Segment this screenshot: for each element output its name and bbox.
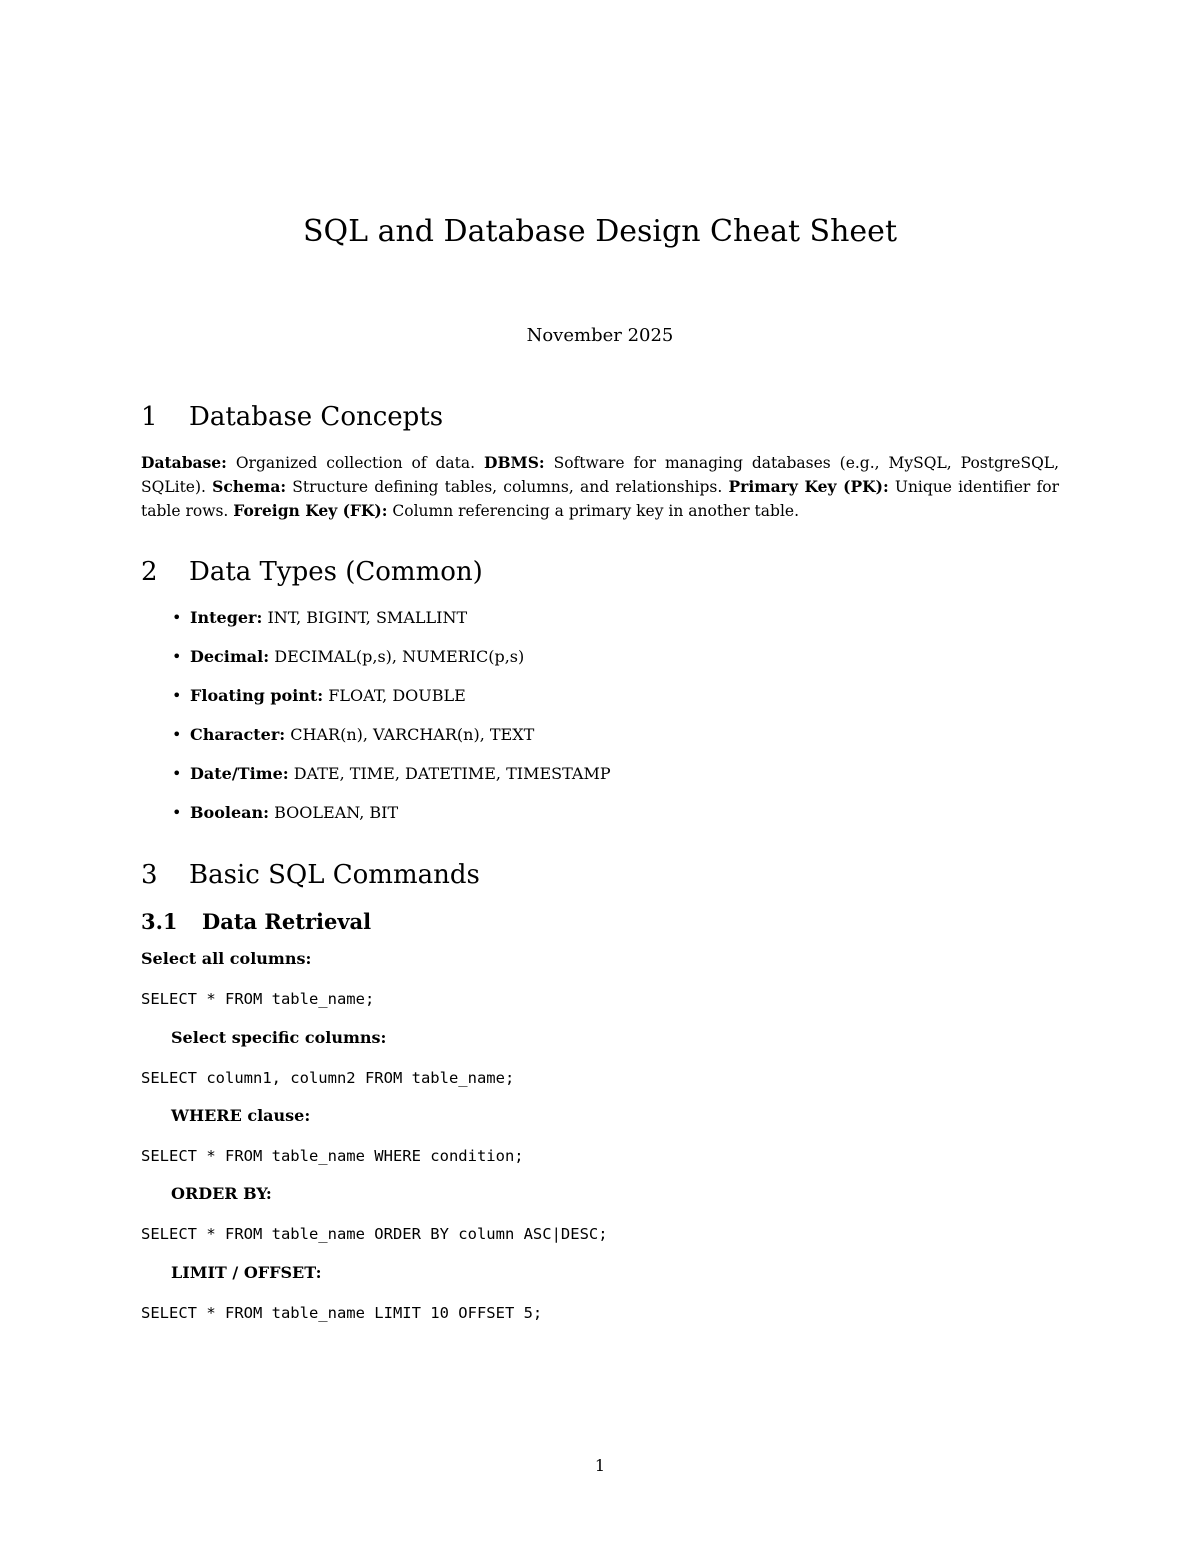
section-heading-basic-sql-commands: [141, 858, 480, 892]
section-heading-database-concepts: [141, 400, 443, 434]
list-item-value: CHAR(n), VARCHAR(n), TEXT: [290, 725, 535, 744]
list-item: [141, 720, 611, 759]
section-title: Database Concepts: [189, 402, 444, 432]
document-date: November 2025: [526, 325, 674, 346]
section-number: 2: [141, 557, 158, 587]
subsection-title: Data Retrieval: [202, 909, 372, 934]
list-item-label: Floating point:: [190, 686, 324, 705]
code-select-specific: SELECT column1, column2 FROM table_name;: [141, 1069, 515, 1087]
example-label-select-specific: Select specific columns:: [171, 1028, 387, 1047]
list-item-value: BOOLEAN, BIT: [274, 803, 399, 822]
definition-schema: Structure defining tables, columns, and relationships.: [292, 478, 723, 496]
code-where: SELECT * FROM table_name WHERE condition;: [141, 1147, 524, 1165]
example-label-select-all: Select all columns:: [141, 949, 312, 968]
list-item: [141, 603, 611, 642]
database-concepts-paragraph: [141, 451, 1059, 523]
bullet-icon: •: [172, 686, 182, 705]
section-title: Data Types (Common): [189, 557, 483, 587]
term-primary-key: Primary Key (PK):: [728, 477, 889, 496]
list-item: [141, 681, 611, 720]
data-types-list: [141, 603, 611, 837]
example-label-order-by: ORDER BY:: [171, 1184, 272, 1203]
list-item-label: Decimal:: [190, 647, 270, 666]
list-item-value: DECIMAL(p,s), NUMERIC(p,s): [274, 647, 525, 666]
bullet-icon: •: [172, 725, 182, 744]
bullet-icon: •: [172, 764, 182, 783]
term-foreign-key: Foreign Key (FK):: [233, 501, 388, 520]
example-label-limit-offset: LIMIT / OFFSET:: [171, 1263, 322, 1282]
list-item: [141, 759, 611, 798]
subsection-heading-data-retrieval: [141, 908, 371, 936]
code-select-all: SELECT * FROM table_name;: [141, 990, 375, 1008]
section-heading-data-types: [141, 555, 483, 589]
definition-foreign-key: Column referencing a primary key in another table.: [392, 502, 800, 520]
example-label-where: WHERE clause:: [171, 1106, 311, 1125]
section-number: 3: [141, 860, 158, 890]
subsection-number: 3.1: [141, 909, 178, 934]
list-item-value: FLOAT, DOUBLE: [328, 686, 466, 705]
document-title: SQL and Database Design Cheat Sheet: [302, 214, 897, 249]
definition-dbms: Software for managing databases (e.g., MySQL, PostgreSQL, SQLite).: [141, 454, 1060, 496]
code-order-by: SELECT * FROM table_name ORDER BY column ASC|DESC;: [141, 1225, 608, 1243]
list-item: [141, 642, 611, 681]
section-number: 1: [141, 402, 158, 432]
bullet-icon: •: [172, 608, 182, 627]
list-item-value: DATE, TIME, DATETIME, TIMESTAMP: [293, 764, 611, 783]
list-item-label: Date/Time:: [190, 764, 289, 783]
section-title: Basic SQL Commands: [189, 860, 480, 890]
definition-database: Organized collection of data.: [235, 454, 476, 472]
term-dbms: DBMS:: [484, 453, 545, 472]
list-item-label: Boolean:: [190, 803, 270, 822]
list-item-label: Character:: [190, 725, 286, 744]
list-item: [141, 798, 611, 837]
term-database: Database:: [141, 453, 227, 472]
bullet-icon: •: [172, 803, 182, 822]
page-number: 1: [594, 1456, 606, 1475]
definition-primary-key: Unique identifier for table rows.: [141, 478, 1059, 520]
code-limit-offset: SELECT * FROM table_name LIMIT 10 OFFSET 5;: [141, 1304, 543, 1322]
list-item-value: INT, BIGINT, SMALLINT: [267, 608, 468, 627]
bullet-icon: •: [172, 647, 182, 666]
term-schema: Schema:: [212, 477, 287, 496]
list-item-label: Integer:: [190, 608, 263, 627]
